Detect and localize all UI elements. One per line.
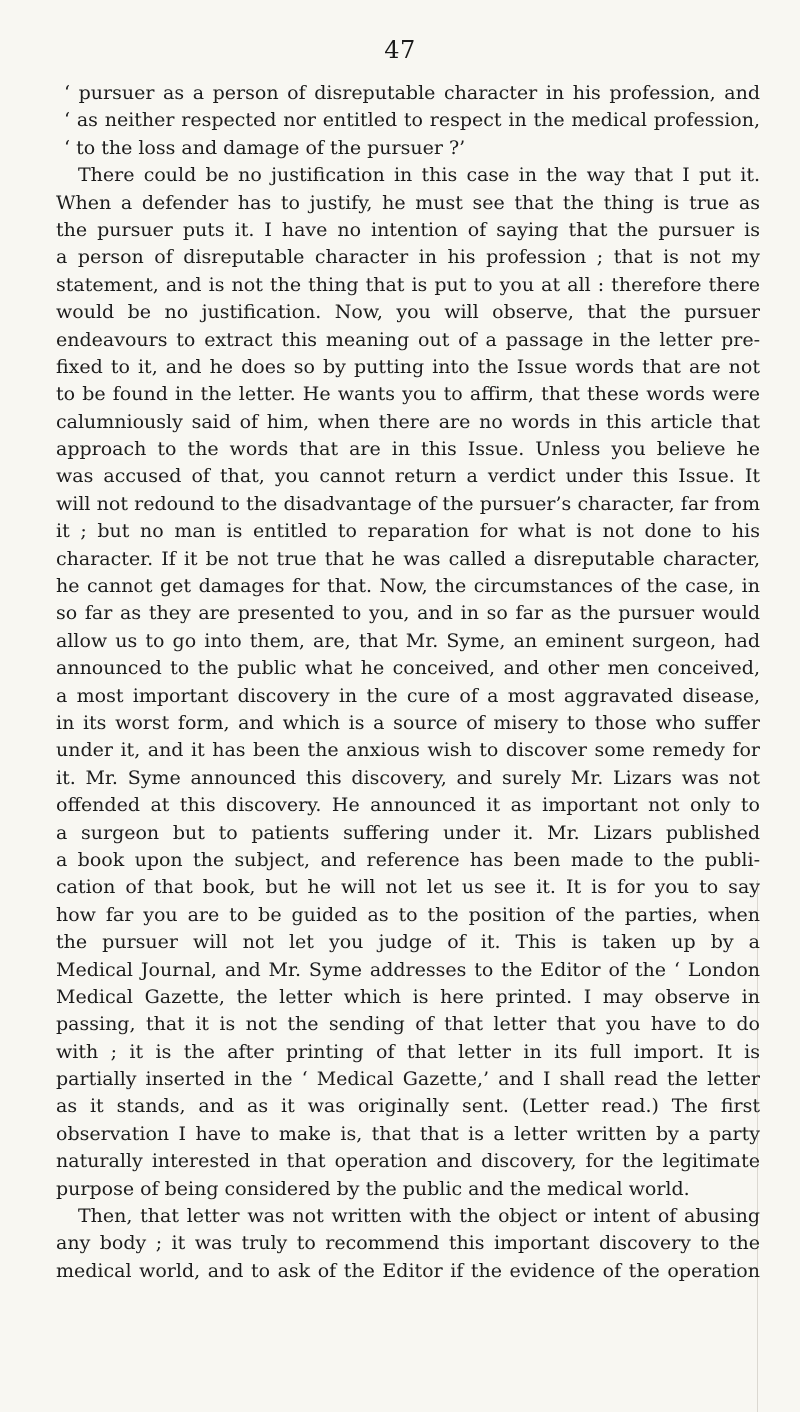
text-line: a person of disreputable character in his profession ; that is not my — [56, 246, 760, 269]
text-line: observation I have to make is, that that is a letter written by a party — [56, 1122, 760, 1145]
text-line: ‘ as neither respected nor entitled to respect in the medical profession, — [64, 109, 760, 132]
text-line: allow us to go into them, are, that Mr. Syme, an eminent surgeon, had — [56, 629, 760, 652]
text-line: Then, that letter was not written with the object or intent of abusing — [78, 1205, 760, 1228]
text-line: character. If it be not true that he was called a disreputable character, — [56, 547, 760, 570]
text-line: offended at this discovery. He announced it as important not only to — [56, 794, 760, 817]
text-line: with ; it is the after printing of that letter in its full import. It is — [56, 1040, 760, 1063]
text-line: a surgeon but to patients suffering under it. Mr. Lizars published — [56, 821, 760, 844]
text-line: it ; but no man is entitled to reparation for what is not done to his — [56, 520, 760, 543]
text-line: was accused of that, you cannot return a verdict under this Issue. It — [56, 465, 760, 488]
page-edge-shadow — [757, 880, 764, 1412]
text-line: it. Mr. Syme announced this discovery, and surely Mr. Lizars was not — [56, 766, 760, 789]
text-line: ‘ to the loss and damage of the pursuer ?’ — [64, 136, 466, 159]
text-line: passing, that it is not the sending of that letter that you have to do — [56, 1013, 760, 1036]
text-line: cation of that book, but he will not let us see it. It is for you to say — [56, 876, 760, 899]
text-line: Medical Gazette, the letter which is here printed. I may observe in — [56, 985, 760, 1008]
text-line: announced to the public what he conceived, and other men conceived, — [56, 657, 760, 680]
text-line: as it stands, and as it was originally sent. (Letter read.) The first — [56, 1095, 760, 1118]
text-line: ‘ pursuer as a person of disreputable character in his profession, and — [64, 82, 760, 104]
text-line: naturally interested in that operation and discovery, for the legitimate — [56, 1150, 760, 1173]
text-line: under it, and it has been the anxious wish to discover some remedy for — [56, 739, 760, 762]
text-line: purpose of being considered by the public and the medical world. — [56, 1177, 690, 1200]
text-line: fixed to it, and he does so by putting into the Issue words that are not — [56, 355, 760, 378]
text-line: calumniously said of him, when there are no words in this article that — [56, 410, 760, 433]
text-line: a book upon the subject, and reference has been made to the publi- — [56, 848, 760, 871]
text-line: There could be no justification in this case in the way that I put it. — [78, 164, 760, 187]
text-line: how far you are to be guided as to the position of the parties, when — [56, 903, 760, 926]
body-text — [56, 80, 760, 1285]
text-line: in its worst form, and which is a source of misery to those who suffer — [56, 711, 760, 734]
text-line: endeavours to extract this meaning out of a passage in the letter pre- — [56, 328, 760, 351]
text-line: the pursuer puts it. I have no intention of saying that the pursuer is — [56, 218, 760, 241]
page-number: 47 — [384, 36, 416, 64]
text-line: approach to the words that are in this Issue. Unless you believe he — [56, 438, 760, 461]
text-line: the pursuer will not let you judge of it. This is taken up by a — [56, 931, 760, 954]
text-line: so far as they are presented to you, and in so far as the pursuer would — [56, 602, 760, 625]
text-line: to be found in the letter. He wants you to affirm, that these words were — [56, 383, 760, 406]
text-line: statement, and is not the thing that is put to you at all : therefore there — [56, 273, 760, 296]
text-line: any body ; it was truly to recommend this important discovery to the — [56, 1232, 760, 1255]
text-line: partially inserted in the ‘ Medical Gazette,’ and I shall read the letter — [56, 1068, 760, 1091]
text-line: Medical Journal, and Mr. Syme addresses to the Editor of the ‘ London — [56, 958, 760, 981]
text-line: a most important discovery in the cure of a most aggravated disease, — [56, 684, 760, 707]
text-line: medical world, and to ask of the Editor if the evidence of the operation — [56, 1259, 760, 1282]
text-line: he cannot get damages for that. Now, the circumstances of the case, in — [56, 575, 760, 598]
text-line: would be no justification. Now, you will observe, that the pursuer — [56, 301, 760, 324]
text-line: When a defender has to justify, he must see that the thing is true as — [56, 191, 760, 214]
text-line: will not redound to the disadvantage of the pursuer’s character, far from — [56, 492, 760, 515]
